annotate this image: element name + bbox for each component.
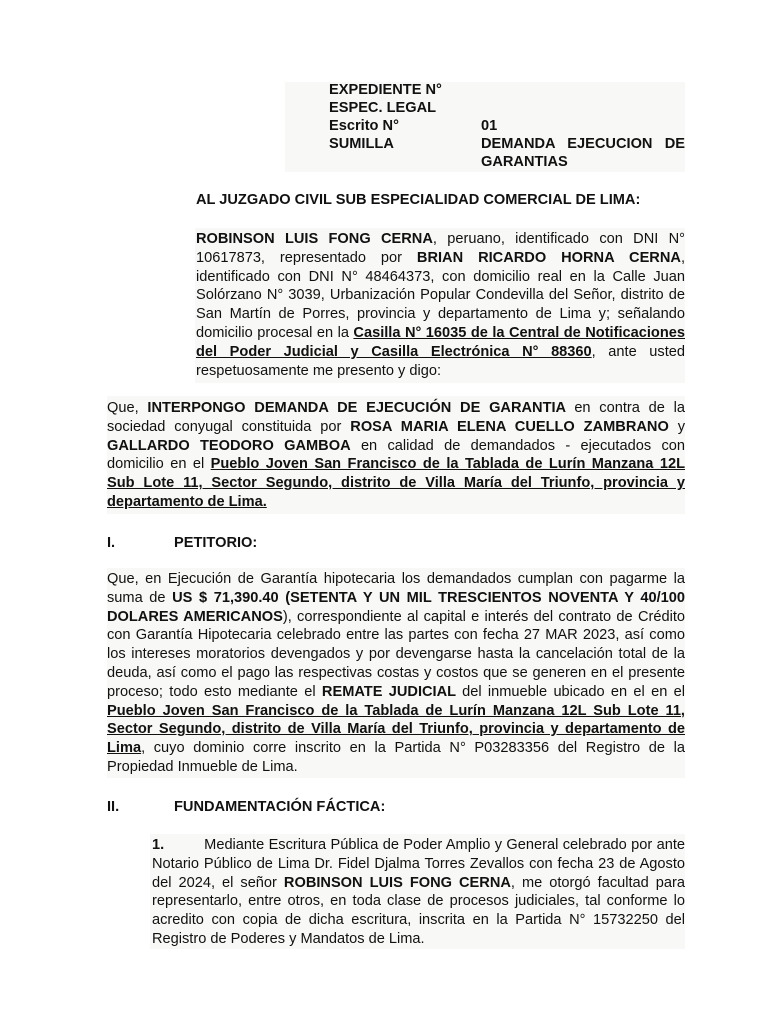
section-number: I. [107, 535, 116, 551]
defendant-address: Pueblo Joven San Francisco de la Tablada de Lurín Manzana 12L Sub Lote 11, Sector Segundo, distrito de Villa María del Triunfo, provincia y departamento de Lima. [107, 456, 686, 510]
defendant-1: ROSA MARIA ELENA CUELLO ZAMBRANO [350, 418, 669, 435]
section-title: PETITORIO: [174, 535, 258, 551]
property-address: Pueblo Joven San Francisco de la Tablada de Lurín Manzana 12L Sub Lote 11, Sector Segundo, distrito de Villa María del Triunfo, provincia y departamento de Lima [107, 702, 685, 757]
procedural-address: Casilla N° 16035 de la Central de Notificaciones del Poder Judicial y Casilla Electrónica N° 88360 [196, 324, 685, 360]
section-title: FUNDAMENTACIÓN FÁCTICA: [174, 799, 386, 815]
demand-statement: INTERPONGO DEMANDA DE EJECUCIÓN DE GARANTIA [147, 400, 575, 416]
claim-amount: US $ 71,390.40 (SETENTA Y UN MIL TRESCIENTOS NOVENTA Y 40/100 DOLARES AMERICANOS [107, 589, 685, 625]
fact-paragraph-1: 1. Mediante Escritura Pública de Poder Amplio y General celebrado por ante Notario Público de Lima Dr. Fidel Djalma Torres Zevallos con fecha 23 de Agosto del 2024, el señor ROBINSON LUIS FONG CERNA, me otorgó facultad para representarlo, entre otros, en toda clase de procesos judiciales, tal conforme lo acredito con copia de dicha escritura, inscrita en la Partida N° 15732250 del Registro de Poderes y Mandatos de Lima. [152, 837, 685, 947]
espec-label: ESPEC. LEGAL [329, 100, 437, 116]
petitorio-paragraph: Que, en Ejecución de Garantía hipotecaria los demandados cumplan con pagarme la suma de US $ 71,390.40 (SETENTA Y UN MIL TRESCIENTOS NOVENTA Y 40/100 DOLARES AMERICANOS), correspondiente al capital e interés del contrato de Crédito con Garantía Hipotecaria celebrado entre las partes con fecha 27 MAR 2023, así como los intereses moratorios devengados y por devengarse hasta la cancelación total de la deuda, así como el pago las respectivas costas y costos que se generen en el presente proceso; todo esto mediante el REMATE JUDICIAL del inmueble ubicado en el en el Pueblo Joven San Francisco de la Tablada de Lurín Manzana 12L Sub Lote 11, Sector Segundo, distrito de Villa María del Triunfo, provincia y departamento de Lima, cuyo dominio corre inscrito en la Partida N° P03283356 del Registro de la Propiedad Inmueble de Lima. [107, 571, 686, 775]
escrito-row [329, 117, 685, 135]
representative-name: BRIAN RICARDO HORNA CERNA [416, 249, 681, 266]
espec-row [329, 99, 685, 117]
escrito-value: 01 [481, 118, 498, 134]
section-heading-petitorio [107, 534, 257, 552]
expediente-label: EXPEDIENTE N° [329, 82, 442, 98]
grantor-name: ROBINSON LUIS FONG CERNA [283, 874, 511, 891]
intro-paragraph: ROBINSON LUIS FONG CERNA, peruano, identificado con DNI N° 10617873, representado por BRIAN RICARDO HORNA CERNA, identificado con DNI N° 48464373, con domicilio real en la Calle Juan Solórzano N° 3039, Urbanización Popular Condevilla del Señor, distrito de San Martín de Porres, provincia y departamento de Lima y; señalando domicilio procesal en la Casilla N° 16035 de la Central de Notificaciones del Poder Judicial y Casilla Electrónica N° 88360, ante usted respetuosamente me presento y digo: [196, 231, 685, 379]
defendant-2: GALLARDO TEODORO GAMBOA [107, 437, 351, 454]
addressee: AL JUZGADO CIVIL SUB ESPECIALIDAD COMERCIAL DE LIMA: [196, 192, 641, 208]
remate-judicial: REMATE JUDICIAL [321, 683, 463, 700]
sumilla-label: SUMILLA [329, 136, 394, 152]
sumilla-row [329, 135, 685, 171]
fact-number: 1. [152, 837, 165, 853]
plaintiff-name: ROBINSON LUIS FONG CERNA [196, 231, 433, 247]
section-heading-fundamentacion [107, 798, 385, 816]
escrito-label: Escrito N° [329, 118, 399, 134]
demand-paragraph: Que, INTERPONGO DEMANDA DE EJECUCIÓN DE GARANTIA en contra de la sociedad conyugal constituida por ROSA MARIA ELENA CUELLO ZAMBRANO y GALLARDO TEODORO GAMBOA en calidad de demandados - ejecutados con domicilio en el Pueblo Joven San Francisco de la Tablada de Lurín Manzana 12L Sub Lote 11, Sector Segundo, distrito de Villa María del Triunfo, provincia y departamento de Lima. [107, 400, 686, 510]
sumilla-value: DEMANDA EJECUCION DE GARANTIAS [481, 136, 685, 170]
case-header [329, 81, 685, 171]
expediente-row [329, 81, 685, 99]
section-number: II. [107, 799, 120, 815]
